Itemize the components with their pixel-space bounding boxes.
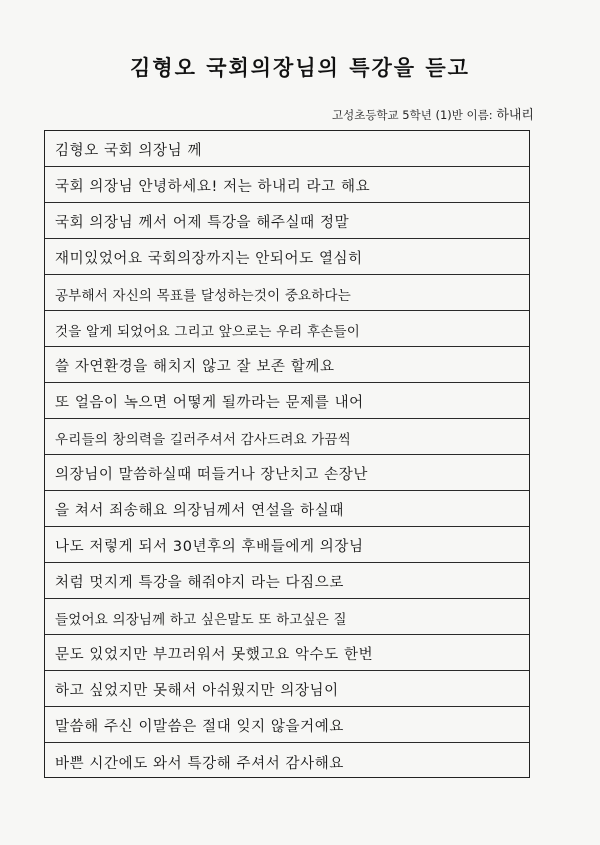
byline-school: 고성초등학교 5학년 (1)반 이름: xyxy=(332,108,493,122)
handwritten-line: 하고 싶었지만 못해서 아쉬웠지만 의장님이 xyxy=(55,683,339,699)
page-title: 김형오 국회의장님의 특강을 듣고 xyxy=(130,56,470,80)
handwritten-line: 국회 의장님 안녕하세요! 저는 하내리 라고 해요 xyxy=(55,179,371,195)
byline xyxy=(332,104,534,123)
handwritten-line: 의장님이 말씀하실때 떠들거나 장난치고 손장난 xyxy=(55,467,368,483)
lined-row xyxy=(45,383,529,419)
handwritten-line: 들었어요 의장님께 하고 싶은말도 또 하고싶은 질 xyxy=(55,612,347,628)
handwritten-line: 또 얼음이 녹으면 어떻게 될까라는 문제를 내어 xyxy=(55,395,364,411)
handwritten-line: 을 쳐서 죄송해요 의장님께서 연설을 하실때 xyxy=(55,503,344,519)
handwritten-line: 처럼 멋지게 특강을 해줘야지 라는 다짐으로 xyxy=(55,575,344,591)
handwritten-line: 김형오 국회 의장님 께 xyxy=(55,143,203,159)
lined-row xyxy=(45,455,529,491)
lined-row xyxy=(45,671,529,707)
handwritten-line: 쓸 자연환경을 해치지 않고 잘 보존 할께요 xyxy=(55,359,335,375)
lined-row xyxy=(45,635,529,671)
lined-row xyxy=(45,347,529,383)
handwritten-line: 바쁜 시간에도 와서 특강해 주셔서 감사해요 xyxy=(55,756,344,772)
handwritten-line: 재미있었어요 국회의장까지는 안되어도 열심히 xyxy=(55,251,363,267)
handwritten-line: 문도 있었지만 부끄러워서 못했고요 악수도 한번 xyxy=(55,647,374,663)
byline-name: 하내리 xyxy=(496,108,534,123)
lined-row xyxy=(45,419,529,455)
lined-writing-sheet xyxy=(44,130,530,778)
lined-row xyxy=(45,203,529,239)
lined-row xyxy=(45,707,529,743)
handwritten-line: 공부해서 자신의 목표를 달성하는것이 중요하다는 xyxy=(55,288,352,304)
lined-row xyxy=(45,599,529,635)
lined-row xyxy=(45,131,529,167)
lined-row xyxy=(45,311,529,347)
handwritten-line: 나도 저렇게 되서 30년후의 후배들에게 의장님 xyxy=(55,539,364,555)
handwritten-line: 말씀해 주신 이말씀은 절대 잊지 않을거예요 xyxy=(55,719,344,735)
lined-row xyxy=(45,167,529,203)
handwritten-line: 국회 의장님 께서 어제 특강을 해주실때 정말 xyxy=(55,215,350,231)
lined-row xyxy=(45,239,529,275)
lined-row xyxy=(45,491,529,527)
handwritten-line: 것을 알게 되었어요 그리고 앞으로는 우리 후손들이 xyxy=(55,324,361,340)
handwritten-line: 우리들의 창의력을 길러주셔서 감사드려요 가끔씩 xyxy=(55,432,352,448)
lined-row xyxy=(45,743,529,779)
lined-row xyxy=(45,563,529,599)
lined-row xyxy=(45,275,529,311)
lined-row xyxy=(45,527,529,563)
